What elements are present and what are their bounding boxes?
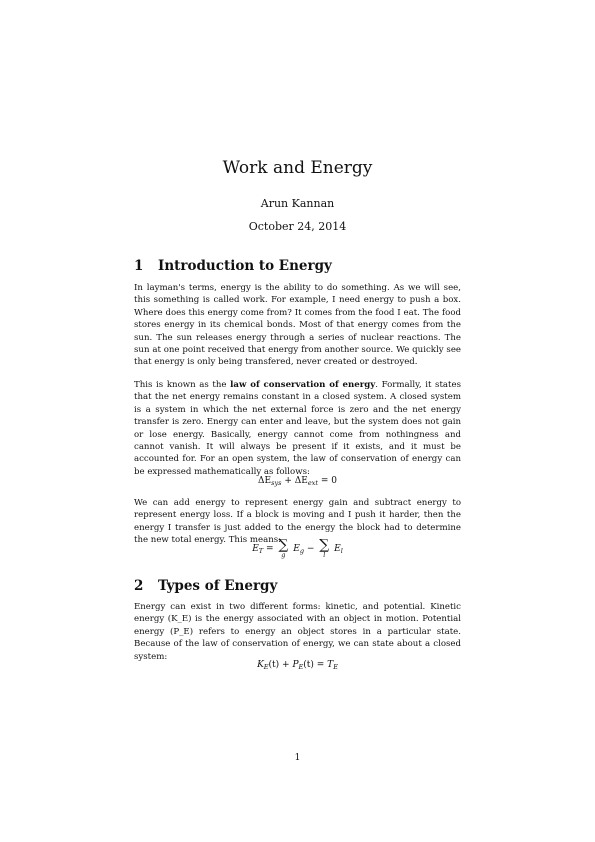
sum-loss: ∑ l: [319, 537, 330, 559]
law-of-conservation-term: law of conservation of energy: [230, 380, 376, 390]
section-1-title: Introduction to Energy: [158, 258, 332, 274]
section-1-paragraph-2: [134, 379, 461, 478]
p2-lead: This is known as the: [134, 380, 231, 390]
section-2-paragraph-1: Energy can exist in two different forms: kinetic, and potential. Kinetic energy (K_E) is the energy associated with an object in motion. Potential energy (P_E) refers to energy an object stores in a particular state. Because of the law of conservation of energy, we can state about a closed system:: [134, 602, 461, 662]
section-2-number: 2: [134, 578, 144, 594]
document-date: October 24, 2014: [248, 220, 347, 233]
section-2-title: Types of Energy: [158, 578, 278, 594]
section-2-heading: [134, 578, 277, 594]
page-number: 1: [294, 753, 301, 763]
equation-conservation: $\Delta E_{sys} + \Delta E_{ext} = 0$: [258, 476, 337, 487]
sum-gain: ∑ g: [278, 537, 289, 559]
section-1-paragraph-1: In layman's terms, energy is the ability to do something. As we will see, this something is called work. For example, I need energy to push a box. Where does this energy come from? It comes from the food I eat. The food stores energy in its chemical bonds. Most of that energy comes from the sun. The sun releases energy through a series of nuclear reactions. The sun at one point received that energy from another source. We quickly see that energy is only being transfered, never created or destroyed.: [134, 283, 461, 368]
document-title: Work and Energy: [222, 158, 373, 178]
section-1-paragraph-3: We can add energy to represent energy gain and subtract energy to represent energy loss. If a block is moving and I push it harder, then the energy I transfer is just added to the energy the block had to determine the new total energy. This means:: [134, 498, 461, 546]
section-1-heading: [134, 258, 332, 274]
p2-rest: . Formally, it states that the net energy remains constant in a closed system. A closed system is a system in which the net external force is zero and the net energy transfer is zero. Energy can enter and leave, but the system does not gain or lose energy. Basically, energy cannot come from nothingness and cannot vanish. It will always be present if it exists, and it must be accounted for. For an open system, the law of conservation of energy can be expressed mathematically as follows:: [134, 380, 461, 477]
equation-closed-system: $K_E(t) + P_E(t) = T_E$: [257, 660, 338, 671]
section-1-number: 1: [134, 258, 144, 274]
equation-total-energy: $E_T$ = ∑ g $E_g$ − ∑ l $E_l$: [252, 537, 343, 559]
document-author: Arun Kannan: [260, 197, 335, 210]
